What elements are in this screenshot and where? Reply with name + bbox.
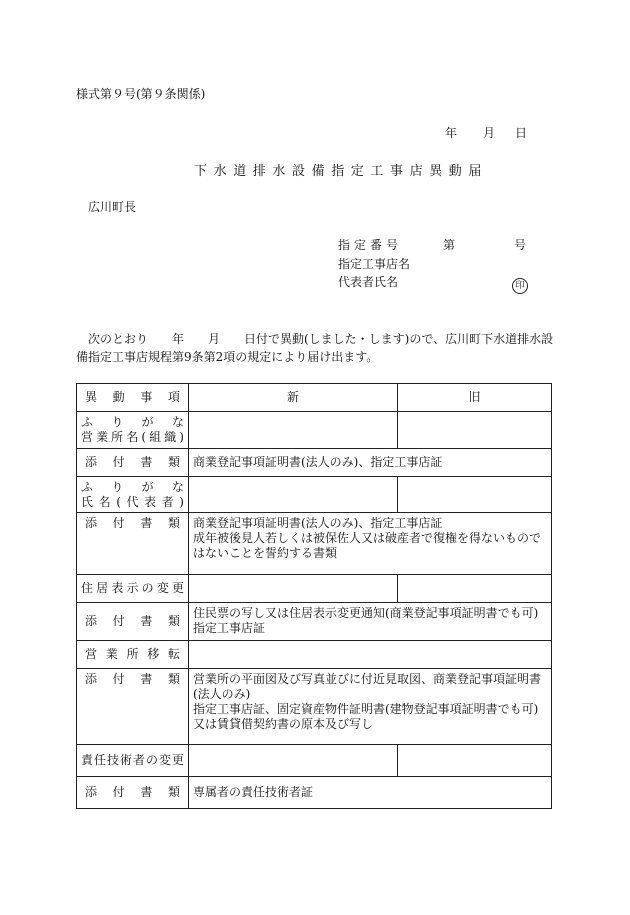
body-text-line2: 備指定工事店規程第9条第2項の規定により届け出ます。: [76, 350, 379, 364]
office-relocation-cell[interactable]: [189, 641, 552, 669]
office-name-new-cell[interactable]: [189, 412, 398, 449]
address-change-new-cell[interactable]: [189, 575, 398, 603]
chief-engineer-new-cell[interactable]: [189, 745, 398, 777]
seal-mark-icon: 印: [512, 273, 528, 294]
designation-number-label: 指定番号: [338, 238, 403, 252]
form-number: 様式第９号(第９条関係): [76, 87, 206, 101]
attachment-desc-1: 商業登記事項証明書(法人のみ)、指定工事店証: [189, 449, 552, 477]
representative-name-new-cell[interactable]: [189, 477, 398, 513]
attachment-label-5: 添付書類: [77, 777, 189, 809]
chief-engineer-change-label: 責任技術者の変更: [77, 745, 189, 777]
addressee: 広川町長: [88, 200, 137, 214]
attachment-label-3: 添付書類: [77, 603, 189, 641]
table-row-office-name: [77, 412, 552, 449]
table-row-representative-name: [77, 477, 552, 513]
date-day-label: 日: [515, 126, 528, 140]
header-old: 旧: [398, 384, 552, 412]
attachment-label-1: 添付書類: [77, 449, 189, 477]
attachment-desc-3: 住民票の写し又は住居表示変更通知(商業登記事項証明書でも可) 指定工事店証: [189, 603, 552, 641]
table-row-chief-engineer-change: [77, 745, 552, 777]
representative-name-label-cell: ふりがな 氏名(代表者): [77, 477, 189, 513]
table-row-attachment-1: [77, 449, 552, 477]
attachment-label-2: 添付書類: [77, 513, 189, 575]
address-change-old-cell[interactable]: [398, 575, 552, 603]
attachment-desc-2: 商業登記事項証明書(法人のみ)、指定工事店証 成年被後見人若しくは被保佐人又は破産者で復権を得ないものではないことを誓約する書類: [189, 513, 552, 575]
table-row-attachment-5: [77, 777, 552, 809]
representative-name-old-cell[interactable]: [398, 477, 552, 513]
table-row-address-change: [77, 575, 552, 603]
attachment-desc-5: 専属者の責任技術者証: [189, 777, 552, 809]
attachment-label-4: 添付書類: [77, 669, 189, 745]
table-row-office-relocation: [77, 641, 552, 669]
office-name-label: ふりがな 営業所名(組織): [77, 412, 189, 449]
header-new: 新: [189, 384, 398, 412]
change-items-table: [76, 383, 552, 809]
designation-number-prefix: 第: [443, 238, 456, 252]
table-header-row: [77, 384, 552, 412]
attachment-desc-4: 営業所の平面図及び写真並びに付近見取図、商業登記事項証明書(法人のみ) 指定工事店証、固定資産物件証明書(建物登記事項証明書でも可)又は賃貸借契約書の原本及び写し: [189, 669, 552, 745]
body-text-line1: 次のとおり 年 月 日付で異動(しました・します)ので、広川町下水道排水設: [88, 332, 554, 346]
chief-engineer-old-cell[interactable]: [398, 745, 552, 777]
page-title: 下水道排水設備指定工事店異動届: [194, 164, 489, 179]
table-row-attachment-4: [77, 669, 552, 745]
date-month-label: 月: [483, 126, 496, 140]
shop-name-label: 指定工事店名: [338, 257, 411, 271]
designation-number-suffix: 号: [514, 238, 527, 252]
date-year-label: 年: [445, 126, 458, 140]
office-name-old-cell[interactable]: [398, 412, 552, 449]
table-row-attachment-2: [77, 513, 552, 575]
representative-name-label: 代表者氏名: [338, 275, 399, 289]
address-change-label: 住居表示の変更: [77, 575, 189, 603]
office-relocation-label: 営業所移転: [77, 641, 189, 669]
table-row-attachment-3: [77, 603, 552, 641]
header-item: 異動事項: [77, 384, 189, 412]
